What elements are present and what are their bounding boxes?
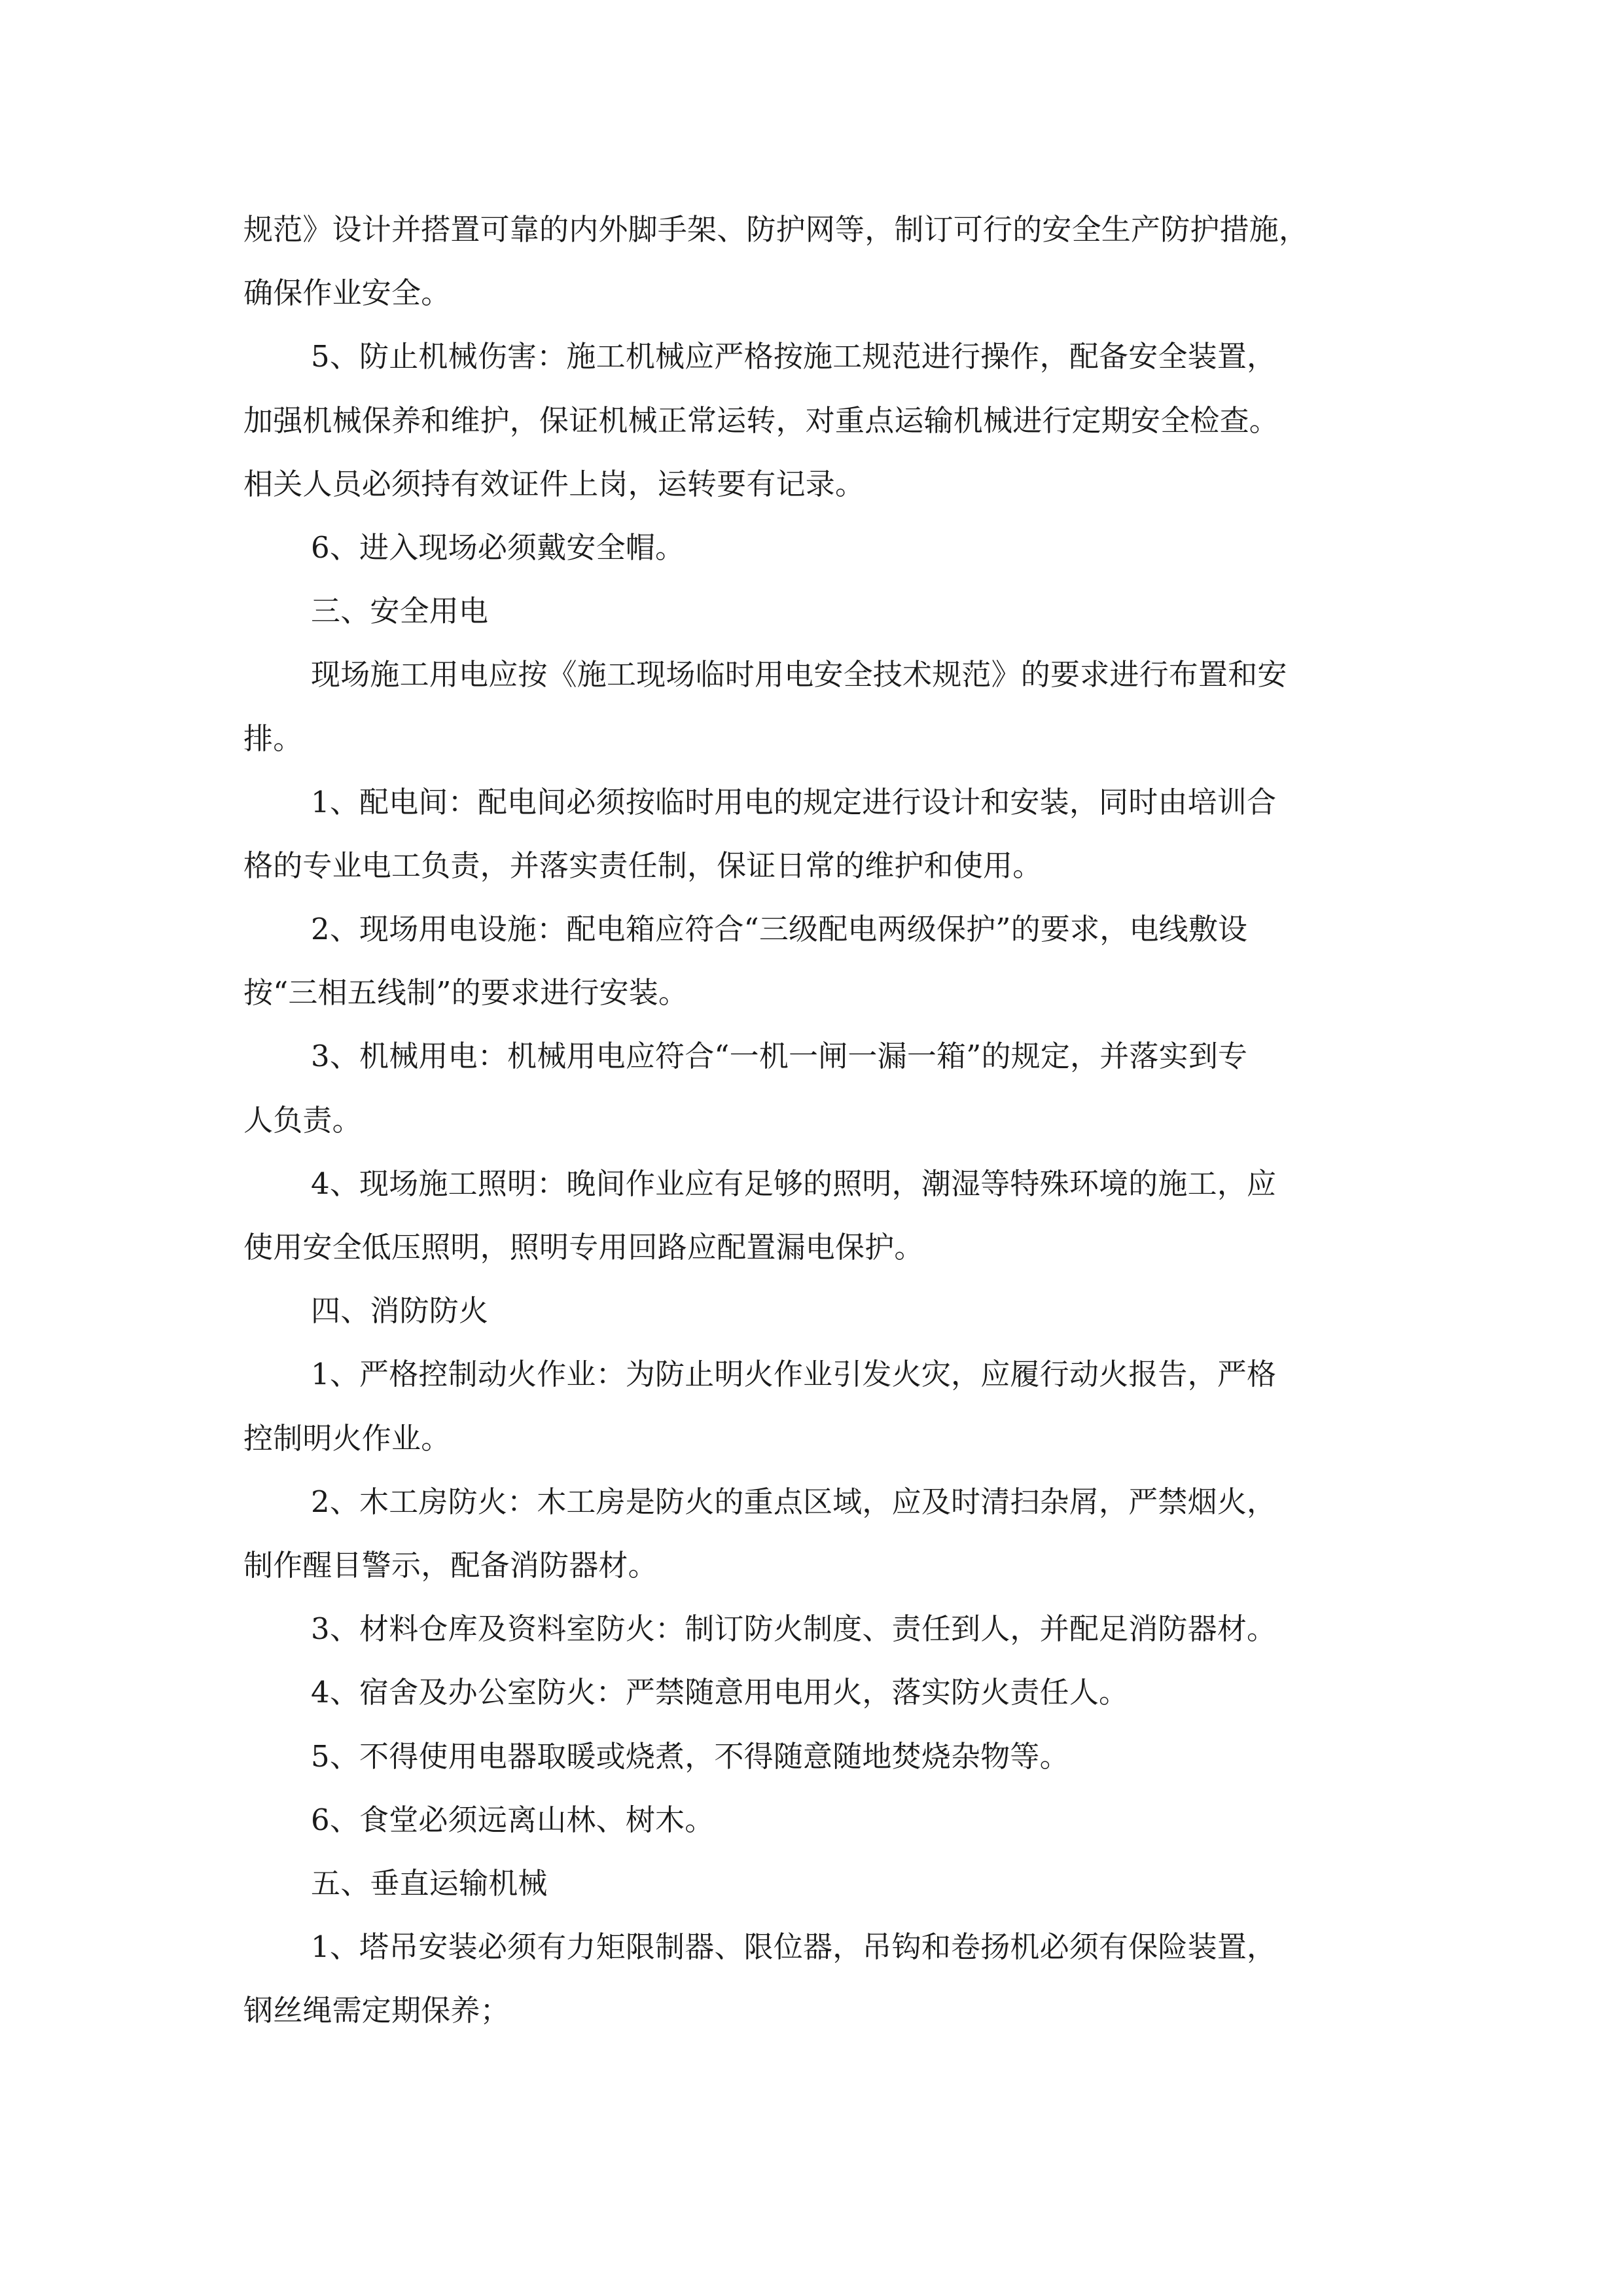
text-line: 4、宿舍及办公室防火：严禁随意用电用火，落实防火责任人。: [311, 1675, 1129, 1710]
text-line: 使用安全低压照明，照明专用回路应配置漏电保护。: [243, 1230, 924, 1265]
text-line: 2、现场用电设施：配电箱应符合“三级配电两级保护”的要求，电线敷设: [311, 912, 1248, 947]
section-heading: 五、垂直运输机械: [311, 1865, 548, 1901]
text-line: 按“三相五线制”的要求进行安装。: [243, 975, 688, 1011]
text-line: 格的专业电工负责，并落实责任制，保证日常的维护和使用。: [243, 848, 1043, 883]
text-line: 确保作业安全。: [243, 276, 451, 311]
text-line: 1、配电间：配电间必须按临时用电的规定进行设计和安装，同时由培训合: [311, 784, 1277, 819]
text-line: 排。: [243, 721, 303, 756]
text-line: 加强机械保养和维护，保证机械正常运转，对重点运输机械进行定期安全检查。: [243, 403, 1279, 438]
text-line: 制作醒目警示，配备消防器材。: [243, 1547, 658, 1583]
text-line: 3、机械用电：机械用电应符合“一机一闸一漏一箱”的规定，并落实到专: [311, 1039, 1248, 1074]
text-line: 人负责。: [243, 1102, 362, 1138]
section-heading: 三、安全用电: [311, 594, 489, 629]
text-line: 3、材料仓库及资料室防火：制订防火制度、责任到人，并配足消防器材。: [311, 1611, 1277, 1647]
text-line: 5、不得使用电器取暖或烧煮，不得随意随地焚烧杂物等。: [311, 1738, 1069, 1774]
text-line: 钢丝绳需定期保养；: [243, 1993, 510, 2028]
text-line: 现场施工用电应按《施工现场临时用电安全技术规范》的要求进行布置和安: [311, 657, 1287, 692]
text-line: 6、食堂必须远离山林、树木。: [311, 1802, 715, 1837]
text-line: 控制明火作业。: [243, 1420, 451, 1456]
document-body: [243, 198, 1421, 2042]
text-line: 相关人员必须持有效证件上岗，运转要有记录。: [243, 466, 865, 501]
text-line: 1、严格控制动火作业：为防止明火作业引发火灾，应履行动火报告，严格: [311, 1357, 1277, 1392]
text-line: 规范》设计并搭置可靠的内外脚手架、防护网等，制订可行的安全生产防护措施，: [243, 212, 1309, 247]
text-line: 1、塔吊安装必须有力矩限制器、限位器，吊钩和卷扬机必须有保险装置，: [311, 1929, 1277, 1965]
text-line: 4、现场施工照明：晚间作业应有足够的照明，潮湿等特殊环境的施工，应: [311, 1166, 1277, 1201]
text-line: 5、防止机械伤害：施工机械应严格按施工规范进行操作，配备安全装置，: [311, 339, 1277, 374]
text-line: 2、木工房防火：木工房是防火的重点区域，应及时清扫杂屑，严禁烟火，: [311, 1484, 1277, 1519]
section-heading: 四、消防防火: [311, 1293, 489, 1329]
text-line: 6、进入现场必须戴安全帽。: [311, 529, 685, 565]
